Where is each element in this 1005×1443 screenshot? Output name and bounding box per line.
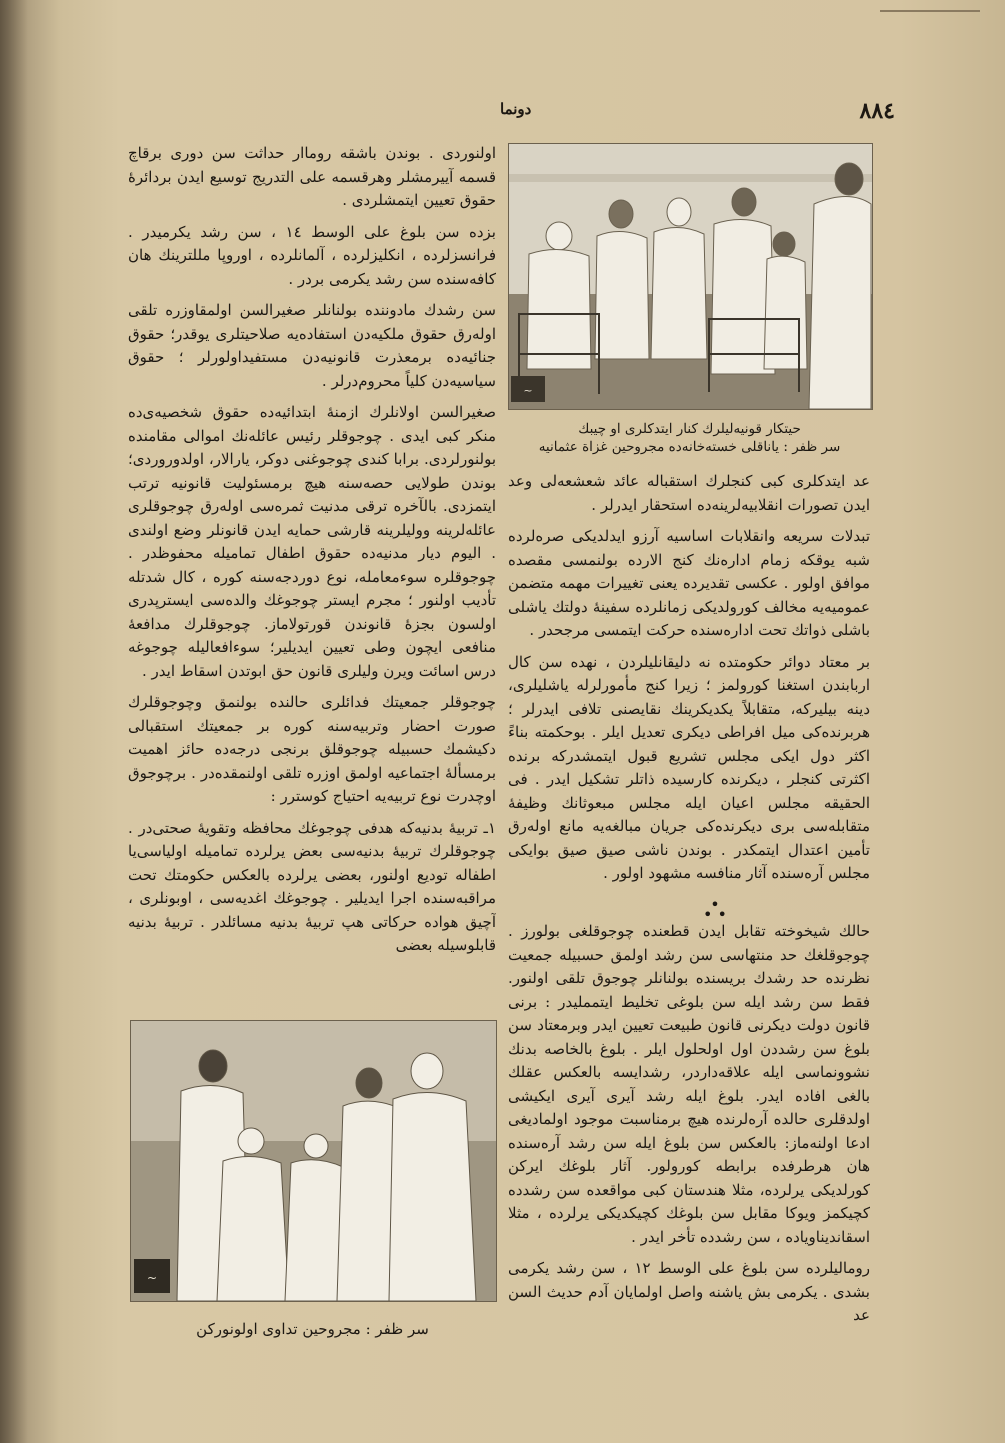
right-column-text-top bbox=[508, 470, 870, 890]
right-paragraph: تبدلات سریعه وانقلابات اساسیه آرزو ایدلدیکی صره‌لرده شبه یوقکه زمام اداره‌نك کنج الارده بولنمسی مقصده موافق اولور . عکسی تقدیرده یعنی تغییرات مهمه متضمن عمومیه‌یه مخالف کورولدیکی زمانلرده سفینهٔ دولتك یاشلی باشلی ذواتك تحت اداره‌سنده حرکت ایتمسی مرجحدر . bbox=[508, 527, 870, 639]
photo-treating-wounded-image bbox=[131, 1021, 496, 1301]
running-title: دونما bbox=[500, 100, 532, 118]
photo-top-caption-text: یاناقلی خسته‌خانه‌ده مجروحین غزاة عثمانیه bbox=[538, 439, 780, 455]
page-number: ۸۸٤ bbox=[859, 98, 895, 124]
left-paragraph: بزده سن بلوغ علی الوسط ۱٤ ، سن رشد یکرمیدر . فرانسزلرده ، انکلیزلرده ، آلمانلرده ، اوروپا مللترینك هان کافه‌سنده سن رشد یکرمی بردر . bbox=[128, 222, 496, 288]
photo-top-caption bbox=[508, 420, 871, 456]
right-paragraph: عد ایتدکلری کبی کنجلرك استقباله عائد شعشعه‌لی وعد ایدن تصورات انقلابیه‌لرینه‌ده استحقار ایدرلر . bbox=[508, 472, 870, 514]
left-paragraph: سن رشدك مادوننده بولنانلر صغیرالسن اولمقاوزره تلقی اوله‌رق حقوق ملکیه‌دن استفاده‌یه صلاحیتلری یوقدر؛ حقوق جنائیه‌ده‌ برمعذرت قانونیه‌دن مستفیداولورلر ؛ حقوق سیاسیه‌دن کلیاً محروم‌درلر . bbox=[128, 301, 496, 390]
right-column-text-bottom bbox=[508, 920, 870, 1350]
section-separator: • • • bbox=[703, 895, 727, 924]
photo-top-caption-prefix: سر ظفر : bbox=[783, 439, 841, 455]
photo-treating-wounded bbox=[130, 1020, 497, 1302]
photo-bottom-caption: سر ظفر : مجروحین تداوی اولونورکن bbox=[196, 1320, 429, 1338]
photo-wounded-soldiers bbox=[508, 143, 873, 410]
svg-text:~: ~ bbox=[146, 1271, 158, 1285]
photo-top-caption-line1: حیتکار قونیه‌لیلرك کنار ایتدکلری او چیبك bbox=[578, 421, 801, 437]
left-paragraph: صغیرالسن اولانلرك ازمنهٔ ابتدائیه‌ده حقوق شخصیه‌ی‌ده منکر کبی ایدی . چوجوقلر رئیس عائله‌نك اموالی مقامنده بولنورلردی. برابا کندی چوجوغنی دوکر، یارالار، اولدوروردی؛ بوندن طولایی حصه‌سنه هیچ برمسئولیت قانونیه ترتب ایتمزدی. بالآخره ترقی مدنیت ثمره‌سی اوله‌رق چوجوقلری عائله‌لرینه ووليلرينه قارشی حمایه ایدن قانونلر وضع اولندی . الیوم دیار مدنیه‌ده حقوق اطفال تمامیله محفوظدر . چوجوقلره سوءمعامله، نوع دوردجه‌سنه کوره ، کال شدتله تأدیب اولنور ؛ مجرم ایستر چوجوغك والده‌سی ایسترپدری اولسون بجزهٔ قانوندن قورتولاماز. چوجوقلرك مدافعهٔ منافعی ایچون وطی تعیین ایدیلیر؛ سوءافعالیله چوجوغه درس اسائت ویرن وليلری قانون حق ابوتدن اسقاط ایدر . bbox=[128, 403, 496, 680]
right-paragraph: روماليلرده سن بلوغ علی الوسط ۱۲ ، سن رشد یکرمی بشدی . یکرمی بش یاشنه واصل اولمایان آدم حدیث السن عد bbox=[508, 1259, 870, 1324]
photo-top-caption-line2 bbox=[508, 438, 871, 456]
left-paragraph: چوجوقلر جمعیتك فدائلری حالنده بولنمق وچوجوقلرك صورت احضار وتربیه‌سنه کوره بر جمعیتك استقبالی دکیشمك حسبیله چوجوقلق برنجی درجه‌ده حائز اهمیت برمسألهٔ اجتماعیه اولمق اوزره تلقی اولنمقده‌در . برچوجوق اوچدرت نوع تربیه‌یه احتیاج کوسترر : bbox=[128, 693, 496, 805]
left-column-text bbox=[128, 142, 496, 1002]
left-paragraph: ۱ـ تربیهٔ بدنیه‌که هدفی چوجوغك محافظه وتقویهٔ صحتی‌در . چوجوقلرك تربیهٔ بدنیه‌سی بعض یرلرده تمامیله اولیاسی‌یا اطفاله توديع اولنور، بعضی یرلرده بالعکس حکومتك تحت مراقبه‌سنده اجرا ایدیلیر . چوجوغك اغدیه‌سی ، اوبونلری ، آچیق هواده حرکاتی هپ تربیهٔ بدنیه مسائلدر . تربیهٔ بدنیه قابلوسیله بعضی bbox=[128, 818, 496, 954]
left-paragraph: اولنوردی . بوندن باشقه روماار حداثت سن دوری برقاچ قسمه آییرمشلر وهرقسمه علی التدریج توسیع ایدن بردائرهٔ حقوق تعیین ایتمشلردی . bbox=[128, 144, 496, 209]
right-paragraph: بر معتاد دوائر حکومتده نه دلیقانلیلردن ، نهده سن کال اربابندن استغنا کورولمز ؛ زیرا کنج مأمورلرله یاشلیلری، دینه بیلیرکه، متقابلاً یکدیکرینك نقایصنی تلافی ایدرلر ؛ هربرنده‌کی میل افراطی دیکری تعدیل ایلر . بوحکمته بناءً اکثر دول ایکی مجلس تشریع قبول ایتمشدرکه برنده اکثرتی کنجلر ، دیکرنده کارسیده ذاتلر تشکیل ایدر . فی الحقیقه مجلس اعیان ایله مجلس مبعوثانك وظیفهٔ متقابله‌سی بری دیکرنده‌کی جریان مبالغه‌یه مانع اوله‌رق تأمین اعتدال ایتمکدر . بوندن ناشی صیق صیق بوایکی مجلس آره‌سنده آثار منافسه مشهود اولور . bbox=[508, 652, 870, 882]
right-paragraph: حالك شیخوخته تقابل ایدن قطعنده چوجوقلغی بولورز . چوجوقلغك حد منتهاسی سن رشد اولمق حسبیله جمعیت نظرنده حد رشدك بریسنده بولنانلر چوجوق تلقی اولنور. فقط سن رشد ایله سن بلوغی تخلیط ایتمملیدر : برنی قانون دولت دیکرنی قانون طبیعت تعیین ایدر وبرمعتاد سن بلوغ سن رشددن اول اولحلول ایلر . بلوغ بالخاصه بدنك نشوونماسی ایله علاقه‌داردر، رشدایسه بالعکس عقلك بالغی افاده ایدر. بلوغ ایله رشد آیری آیری ایکیشی اولدقلری حالده آره‌لرنده هیچ برمناسبت موجود اولمادیغی ادعا اولنه‌ماز: بالعکس سن بلوغ ایله سن رشد آره‌سنده هان هرطرفده برابطه کورولور. آثار بلوغك ایرکن کورلدیکی یرلرده، مثلا هندستان کبی مواقعده سن رشدده کچیکمز ویوکا مقابل سن بلوغك کچیکدیکی یرلرده ، مثلا اسقاندیناویاده ، سن رشدده تأخر ایدر . bbox=[508, 922, 870, 1246]
photo-wounded-soldiers-image bbox=[509, 144, 872, 409]
svg-text:~: ~ bbox=[523, 384, 533, 397]
